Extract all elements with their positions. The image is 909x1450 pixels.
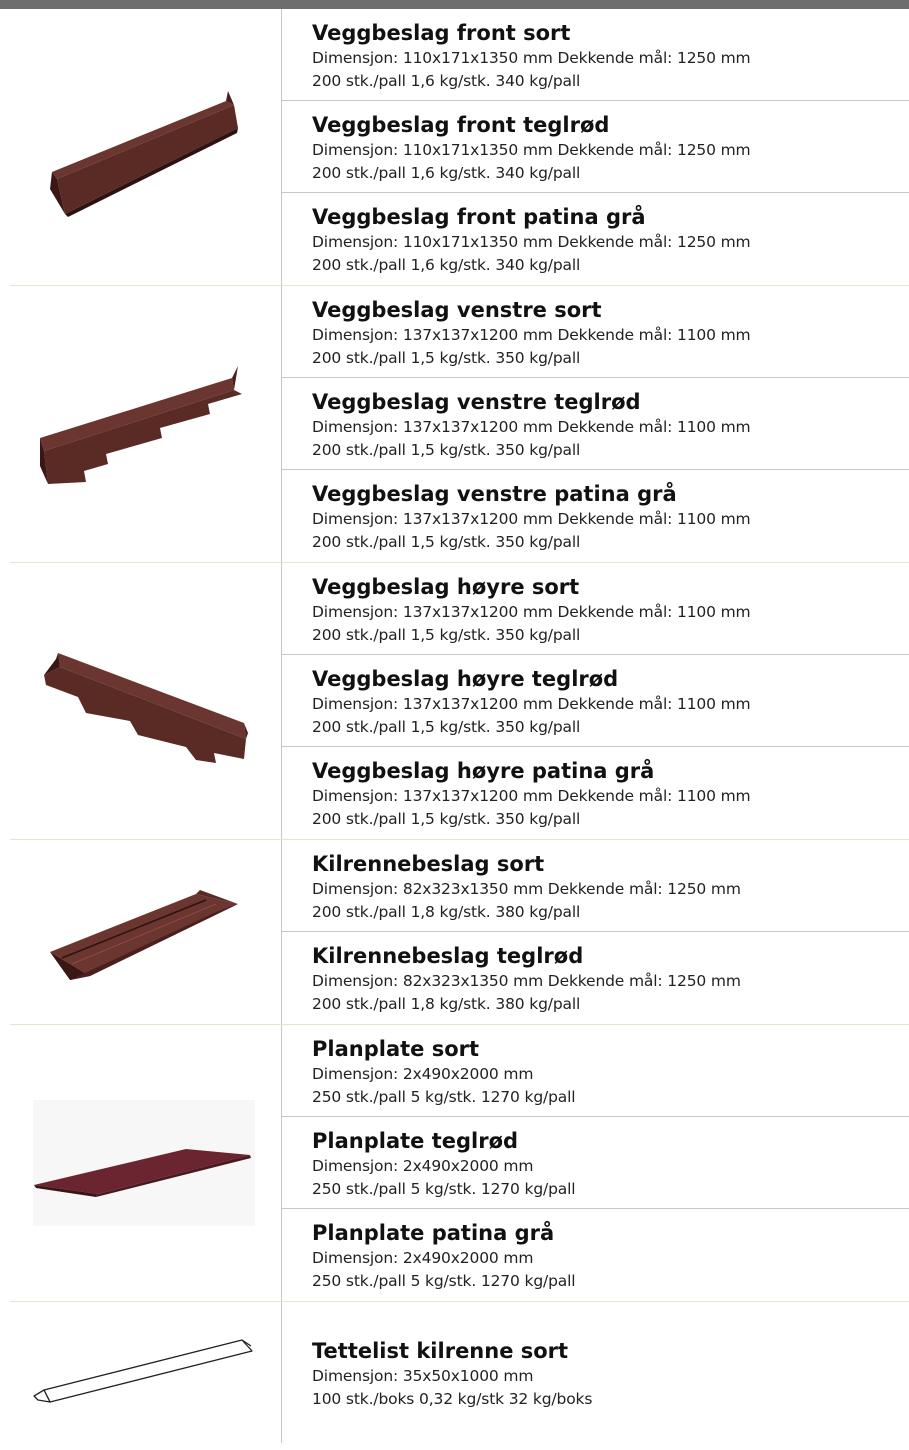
- product-title: Veggbeslag front patina grå: [312, 205, 646, 229]
- product-title: Veggbeslag front teglrød: [312, 113, 610, 137]
- product-dimensions: Dimensjon: 110x171x1350 mm Dekkende mål: 1250 mm: [312, 141, 751, 159]
- product-dimensions: Dimensjon: 82x323x1350 mm Dekkende mål: 1250 mm: [312, 972, 741, 990]
- product-title: Planplate teglrød: [312, 1129, 519, 1153]
- product-title: Veggbeslag venstre patina grå: [312, 482, 677, 506]
- product-row: [282, 101, 909, 193]
- product-title: Veggbeslag høyre teglrød: [312, 667, 619, 691]
- product-group-tettelist: [10, 1302, 909, 1443]
- product-title: Veggbeslag front sort: [312, 21, 571, 45]
- product-packaging: 200 stk./pall 1,6 kg/stk. 340 kg/pall: [312, 72, 581, 90]
- product-dimensions: Dimensjon: 137x137x1200 mm Dekkende mål: 1100 mm: [312, 787, 751, 805]
- product-packaging: 200 stk./pall 1,5 kg/stk. 350 kg/pall: [312, 810, 581, 828]
- product-row: [282, 286, 909, 378]
- product-row: [282, 1117, 909, 1209]
- product-image-cell: [10, 1025, 282, 1301]
- product-title: Veggbeslag høyre sort: [312, 575, 580, 599]
- product-row: [282, 563, 909, 655]
- product-group-veggbeslag-venstre: [10, 286, 909, 563]
- product-dimensions: Dimensjon: 137x137x1200 mm Dekkende mål: 1100 mm: [312, 603, 751, 621]
- product-title: Veggbeslag venstre sort: [312, 298, 602, 322]
- product-group-veggbeslag-front: [10, 9, 909, 286]
- product-row: [282, 378, 909, 470]
- product-packaging: 100 stk./boks 0,32 kg/stk 32 kg/boks: [312, 1390, 593, 1408]
- product-packaging: 200 stk./pall 1,5 kg/stk. 350 kg/pall: [312, 718, 581, 736]
- product-group-kilrennebeslag: [10, 840, 909, 1025]
- product-dimensions: Dimensjon: 35x50x1000 mm: [312, 1367, 534, 1385]
- product-table: [10, 9, 909, 1443]
- product-title: Planplate sort: [312, 1037, 480, 1061]
- product-row: [282, 9, 909, 101]
- product-title: Kilrennebeslag sort: [312, 852, 545, 876]
- product-packaging: 250 stk./pall 5 kg/stk. 1270 kg/pall: [312, 1180, 576, 1198]
- product-image-cell: [10, 9, 282, 285]
- kilrennebeslag-icon: [10, 840, 281, 1024]
- product-dimensions: Dimensjon: 2x490x2000 mm: [312, 1249, 534, 1267]
- product-title: Tettelist kilrenne sort: [312, 1339, 569, 1363]
- product-dimensions: Dimensjon: 137x137x1200 mm Dekkende mål: 1100 mm: [312, 695, 751, 713]
- product-packaging: 250 stk./pall 5 kg/stk. 1270 kg/pall: [312, 1088, 576, 1106]
- product-group-planplate: [10, 1025, 909, 1302]
- top-bar: [0, 0, 909, 9]
- product-packaging: 200 stk./pall 1,5 kg/stk. 350 kg/pall: [312, 533, 581, 551]
- product-row: [282, 1025, 909, 1117]
- product-row: [282, 932, 909, 1024]
- product-dimensions: Dimensjon: 110x171x1350 mm Dekkende mål: 1250 mm: [312, 49, 751, 67]
- product-dimensions: Dimensjon: 137x137x1200 mm Dekkende mål: 1100 mm: [312, 510, 751, 528]
- product-title: Veggbeslag høyre patina grå: [312, 759, 655, 783]
- product-packaging: 200 stk./pall 1,5 kg/stk. 350 kg/pall: [312, 349, 581, 367]
- product-row: [282, 1302, 909, 1443]
- product-dimensions: Dimensjon: 110x171x1350 mm Dekkende mål: 1250 mm: [312, 233, 751, 251]
- product-packaging: 250 stk./pall 5 kg/stk. 1270 kg/pall: [312, 1272, 576, 1290]
- product-packaging: 200 stk./pall 1,8 kg/stk. 380 kg/pall: [312, 995, 581, 1013]
- product-packaging: 200 stk./pall 1,5 kg/stk. 350 kg/pall: [312, 626, 581, 644]
- tettelist-icon: [10, 1302, 281, 1443]
- veggbeslag-venstre-icon: [10, 286, 281, 562]
- product-packaging: 200 stk./pall 1,5 kg/stk. 350 kg/pall: [312, 441, 581, 459]
- product-group-veggbeslag-hoyre: [10, 563, 909, 840]
- planplate-icon: [10, 1025, 281, 1301]
- product-dimensions: Dimensjon: 137x137x1200 mm Dekkende mål: 1100 mm: [312, 418, 751, 436]
- product-image-cell: [10, 286, 282, 562]
- product-packaging: 200 stk./pall 1,6 kg/stk. 340 kg/pall: [312, 164, 581, 182]
- veggbeslag-front-icon: [10, 9, 281, 285]
- product-dimensions: Dimensjon: 137x137x1200 mm Dekkende mål: 1100 mm: [312, 326, 751, 344]
- veggbeslag-hoyre-icon: [10, 563, 281, 839]
- product-image-cell: [10, 1302, 282, 1443]
- product-packaging: 200 stk./pall 1,6 kg/stk. 340 kg/pall: [312, 256, 581, 274]
- product-row: [282, 840, 909, 932]
- product-row: [282, 1209, 909, 1301]
- product-row: [282, 747, 909, 839]
- product-packaging: 200 stk./pall 1,8 kg/stk. 380 kg/pall: [312, 903, 581, 921]
- product-title: Planplate patina grå: [312, 1221, 555, 1245]
- product-row: [282, 193, 909, 285]
- product-row: [282, 655, 909, 747]
- product-dimensions: Dimensjon: 2x490x2000 mm: [312, 1157, 534, 1175]
- product-title: Veggbeslag venstre teglrød: [312, 390, 641, 414]
- product-row: [282, 470, 909, 562]
- product-image-cell: [10, 840, 282, 1024]
- product-image-cell: [10, 563, 282, 839]
- product-title: Kilrennebeslag teglrød: [312, 944, 584, 968]
- product-dimensions: Dimensjon: 2x490x2000 mm: [312, 1065, 534, 1083]
- product-dimensions: Dimensjon: 82x323x1350 mm Dekkende mål: 1250 mm: [312, 880, 741, 898]
